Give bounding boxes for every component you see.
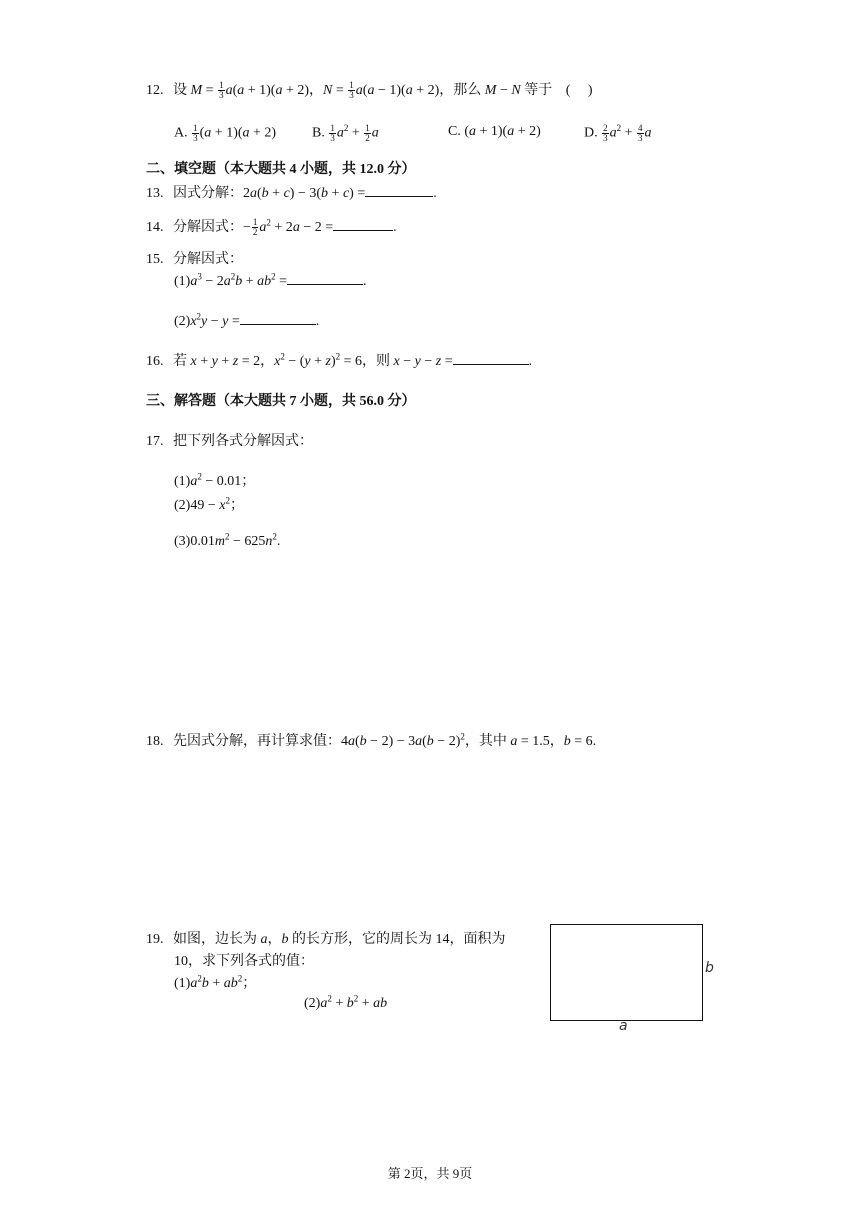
question-14: 14. 分解因式：− $\frac{1}{2}$ $a^2 + 2a - 2$ = .: [146, 217, 397, 238]
question-17: [146, 430, 313, 450]
question-19-stem-line-2: 10，求下列各式的值：: [174, 954, 314, 969]
question-19-part-2: $(2)a^2 + b^2$ + ab: [304, 993, 388, 1011]
figure-label-a: a: [619, 1018, 628, 1034]
option-d: D. $\frac{2}{3}$ $a^2$ + $\frac{4}{3}$ a: [584, 123, 652, 143]
answer-blank[interactable]: [333, 218, 393, 231]
question-number: 13.: [146, 186, 164, 201]
figure-label-b: b: [705, 960, 714, 976]
question-number: 15.: [146, 252, 164, 267]
question-number: 14.: [146, 220, 164, 235]
question-15: [146, 248, 243, 268]
rectangle-figure: [550, 924, 703, 1021]
question-18: [146, 730, 596, 750]
question-17-part-2: $(2)49 - x^2$；: [174, 495, 244, 513]
question-14-stem: 分解因式：− $\frac{1}{2}$ $a^2 + 2a - 2$ =: [173, 217, 334, 238]
question-18-stem: 先因式分解，再计算求值：$4a(b - 2) - 3a(b - 2)^2$，其中 a = 1.5，b = 6.: [173, 731, 597, 749]
page-footer: 第 2页，共 9页: [387, 1166, 473, 1181]
question-17-part-3: $(3)0.01m^2 - 625n^2$.: [174, 531, 281, 549]
question-number: 19.: [146, 932, 164, 947]
answer-paren: ( ): [565, 83, 593, 98]
option-c: C. (a + 1)(a + 2): [448, 124, 541, 139]
question-15-stem: 分解因式：: [173, 252, 243, 267]
question-number: 16.: [146, 354, 164, 369]
question-16: 16. 若 x + y + z = 2，$x^2 - (y + z)^2 = 6$，则 x − y − z = .: [146, 351, 533, 369]
option-a: A. $\frac{1}{3}$ (a + 1)(a + 2): [174, 123, 277, 143]
answer-blank[interactable]: [240, 312, 316, 325]
question-17-part-1: $(1)a^2 - 0.01$；: [174, 471, 256, 489]
question-16-stem: 若 x + y + z = 2，$x^2 - (y + z)^2 = 6$，则 x − y − z =: [173, 351, 453, 369]
question-number: 12.: [146, 83, 164, 98]
question-number: 17.: [146, 434, 164, 449]
question-19-part-1: $(1)a^2b + ab^2$；: [174, 973, 257, 991]
section-2-title: 二、填空题（本大题共 4 小题，共 12.0 分）: [146, 162, 416, 177]
section-3-title: 三、解答题（本大题共 7 小题，共 56.0 分）: [146, 394, 416, 409]
question-number: 18.: [146, 734, 164, 749]
question-17-stem: 把下列各式分解因式：: [173, 434, 313, 449]
answer-blank[interactable]: [365, 184, 433, 197]
question-13: 13. 因式分解：2a(b + c) − 3(b + c) = .: [146, 186, 437, 201]
answer-blank[interactable]: [287, 272, 363, 285]
option-b: B. $\frac{1}{3}$ $a^2$ + $\frac{1}{2}$ a: [312, 123, 379, 143]
question-15-part-2: $(2)x^2y - y$ = .: [174, 311, 320, 329]
question-19-stem-line-1: 如图，边长为 a，b 的长方形，它的周长为 14，面积为: [173, 932, 506, 947]
question-19: [146, 928, 506, 948]
question-15-part-1: $(1)a^3 - 2a^2b + ab^2$ = .: [174, 271, 367, 289]
question-13-stem: 因式分解：2a(b + c) − 3(b + c) =: [173, 186, 366, 201]
question-12-stem: 设 M = $\frac{1}{3}$ a(a + 1)(a + 2)，N = $\frac{1}{3}$ a(a − 1)(a + 2)，那么 M − N 等于: [173, 80, 553, 101]
question-12: [146, 79, 593, 100]
answer-blank[interactable]: [453, 352, 529, 365]
